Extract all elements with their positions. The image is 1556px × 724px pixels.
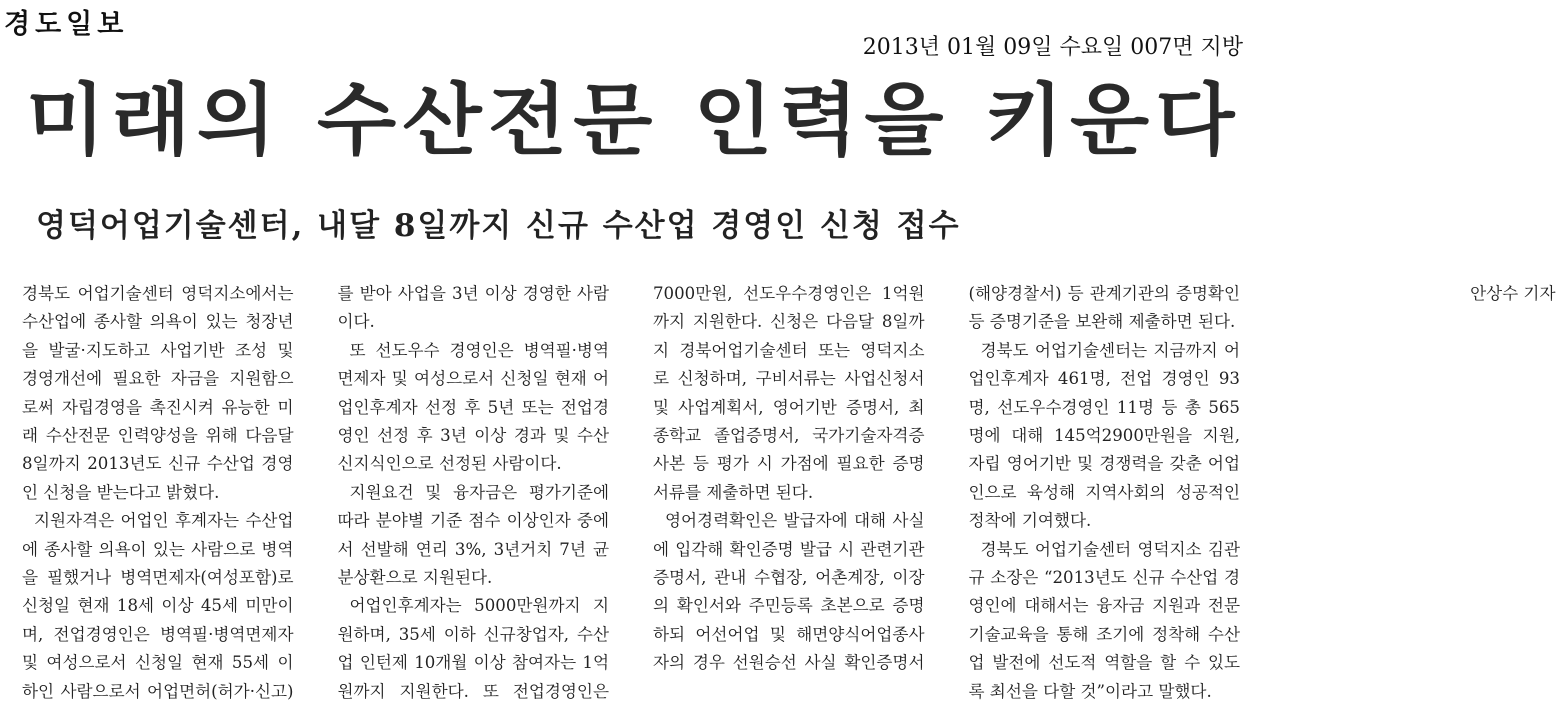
article-paragraph: 경북도 어업기술센터 영덕지소에서는 수산업에 종사할 의욕이 있는 청장년을 발굴·지도하고 사업기반 조성 및 경영개선에 필요한 자금을 지원함으로써 자립경영을 촉진시켜 유능한 미래 수산전문 인력양성을 위해 다음달 8일까지 2013년도 신규 수산업 경영인 신청을 받는다고 밝혔다. <box>22 284 294 502</box>
article-paragraph: 지원자격은 어업인 후계자는 수산업에 종사할 의욕이 있는 사람으로 병역을 필했거나 병역면제자(여성포함)로 신청일 현재 18세 이상 45세 미만이며, 전업경영인은 병역필·병역면제자 및 여성으로서 신청일 현재 55세 이하인 사람으로서 어업면허(허가·신고)를 받아 사업을 3년 이상 경영한 사람이다. <box>22 284 609 701</box>
article-paragraph-text: 경북도 어업기술센터 영덕지소 김관규 소장은 “2013년도 신규 수산업 경영인에 대해서는 융자금 지원과 전문기술교육을 통해 조기에 정착해 수산업 발전에 선도적 역할을 할 수 있도록 최선을 다할 것”이라고 말했다. <box>968 539 1240 701</box>
article-headline: 미래의 수산전문 인력을 키운다 <box>26 76 1241 166</box>
byline: 안상수 기자 <box>1470 284 1556 303</box>
article-paragraph: 지원요건 및 융자금은 평가기준에 따라 분야별 기준 점수 이상인자 중에서 선발해 연리 3%, 3년거치 7년 균분상환으로 지원된다. <box>337 482 609 588</box>
article-body <box>22 280 1556 720</box>
publication-dateline: 2013년 01월 09일 수요일 007면 지방 <box>862 35 1243 60</box>
article-paragraph: 또 선도우수 경영인은 병역필·병역면제자 및 여성으로서 신청일 현재 어업인후계자 선정 후 5년 또는 전업경영인 선정 후 3년 이상 경과 및 수산신지식인으로 선정된 사람이다. <box>337 340 609 474</box>
article-paragraph: 경북도 어업기술센터는 지금까지 어업인후계자 461명, 전업 경영인 93명, 선도우수경영인 11명 등 총 565명에 대해 145억2900만원을 지원, 자립 영어기반 및 경쟁력을 갖춘 어업인으로 육성해 지역사회의 성공적인 정착에 기여했다. <box>968 340 1240 531</box>
article-subheadline: 영덕어업기술센터, 내달 8일까지 신규 수산업 경영인 신청 접수 <box>36 208 961 244</box>
newspaper-name: 경도일보 <box>4 9 129 40</box>
article-paragraph: 어업인후계자는 5000만원까지 지원하며, 35세 이하 신규창업자, 수산업 인턴제 10개월 이상 참여자는 1억원까지 지원한다. 또 전업경영인은 7000만원, 선도우수경영인은 1억원까지 지원한다. 신청은 다음달 8일까지 경북어업기술센터 또는 영덕지소로 신청하며, 구비서류는 사업신청서 및 사업계획서, 영어기반 증명서, 최종학교 졸업증명서, 국가기술자격증 사본 등 평가 시 가점에 필요한 증명서류를 제출하면 된다. <box>337 284 925 701</box>
article-paragraph: 영어경력확인은 발급자에 대해 사실에 입각해 확인증명 발급 시 관련기관 증명서, 관내 수협장, 어촌계장, 이장의 확인서와 주민등록 초본으로 증명하되 어선어업 및 해면양식어업종사자의 경우 선원승선 사실 확인증명서(해양경찰서) 등 관계기관의 증명확인 등 증명기준을 보완해 제출하면 된다. <box>653 284 1240 673</box>
